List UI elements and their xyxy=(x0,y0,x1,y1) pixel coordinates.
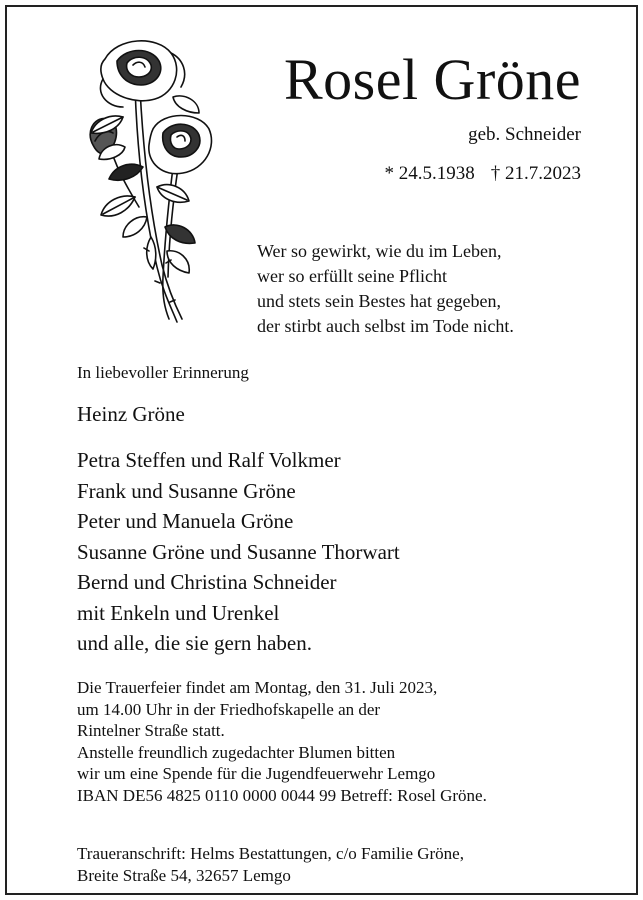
poem-line: wer so erfüllt seine Pflicht xyxy=(257,266,447,286)
memorial-poem xyxy=(257,239,514,339)
maiden-name: geb. Schneider xyxy=(468,124,581,145)
poem-line: Wer so gewirkt, wie du im Leben, xyxy=(257,241,502,261)
family-member: Peter und Manuela Gröne xyxy=(77,509,294,533)
family-member: mit Enkeln und Urenkel xyxy=(77,600,280,625)
family-member: und alle, die sie gern haben. xyxy=(77,631,312,655)
family-list xyxy=(77,445,400,659)
spouse-name: Heinz Gröne xyxy=(77,402,185,426)
obituary-card xyxy=(5,5,638,895)
death-date: † 21.7.2023 xyxy=(490,163,581,184)
family-member: Susanne Gröne und Susanne Thorwart xyxy=(77,539,400,564)
family-member: Frank und Susanne Gröne xyxy=(77,478,296,503)
remembrance-intro: In liebevoller Erinnerung xyxy=(77,363,249,382)
poem-line: und stets sein Bestes hat gegeben, xyxy=(257,291,501,311)
family-member: Bernd und Christina Schneider xyxy=(77,570,337,594)
life-dates xyxy=(385,163,582,185)
ceremony-line: Die Trauerfeier findet am Montag, den 31. Juli 2023, xyxy=(77,678,438,697)
poem-line: der stirbt auch selbst im Tode nicht. xyxy=(257,316,514,336)
address-line: Traueranschrift: Helms Bestattungen, c/o Familie Gröne, xyxy=(77,844,464,863)
rose-illustration-icon xyxy=(65,37,215,337)
donation-line: Anstelle freundlich zugedachter Blumen bitten xyxy=(77,742,396,762)
donation-line: IBAN DE56 4825 0110 0000 0044 99 Betreff: Rosel Gröne. xyxy=(77,785,487,805)
family-member: Petra Steffen und Ralf Volkmer xyxy=(77,448,341,472)
mourning-address xyxy=(77,843,464,886)
donation-line: wir um eine Spende für die Jugendfeuerwehr Lemgo xyxy=(77,764,436,783)
ceremony-line: Rintelner Straße statt. xyxy=(77,721,225,740)
ceremony-line: um 14.00 Uhr in der Friedhofskapelle an der xyxy=(77,699,381,719)
birth-date: * 24.5.1938 xyxy=(384,163,475,184)
ceremony-info xyxy=(77,677,487,806)
deceased-name: Rosel Gröne xyxy=(283,47,581,112)
address-line: Breite Straße 54, 32657 Lemgo xyxy=(77,865,291,885)
